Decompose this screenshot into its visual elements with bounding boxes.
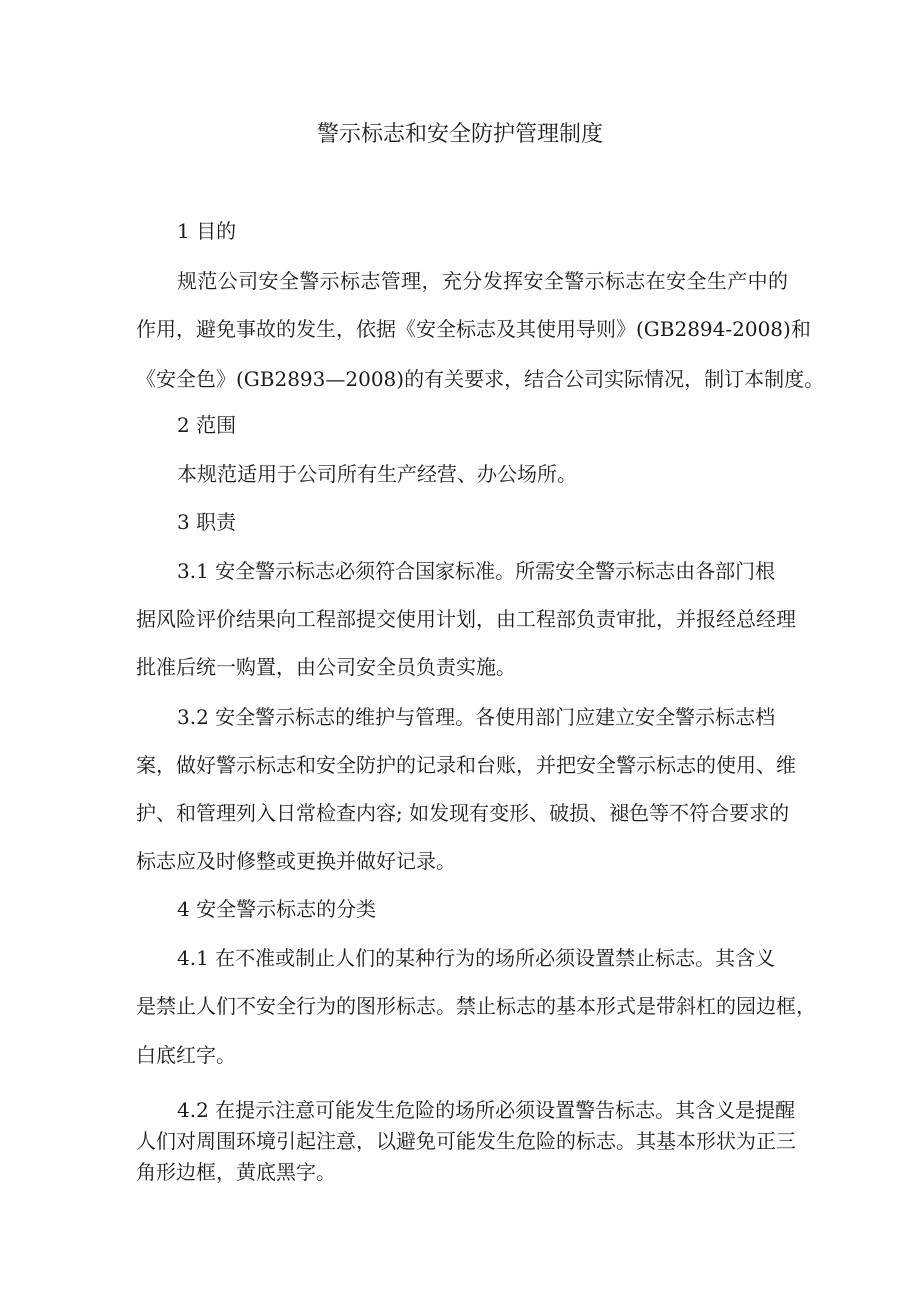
paragraph-line: 《安全色》(GB2893—2008)的有关要求，结合公司实际情况，制订本制度。 <box>136 367 825 391</box>
paragraph-line: 标志应及时修整或更换并做好记录。 <box>136 849 456 873</box>
paragraph-line: 护、和管理列入日常检查内容; 如发现有变形、破损、褪色等不符合要求的 <box>136 801 790 825</box>
paragraph-line: 白底红字。 <box>136 1043 236 1067</box>
section-heading-purpose: 1 目的 <box>177 219 237 243</box>
paragraph-line: 案，做好警示标志和安全防护的记录和台账，并把安全警示标志的使用、维 <box>136 753 796 777</box>
paragraph-line: 4.2 在提示注意可能发生危险的场所必须设置警告标志。其含义是提醒 <box>177 1098 796 1122</box>
paragraph-line: 3.1 安全警示标志必须符合国家标准。所需安全警示标志由各部门根 <box>177 559 776 583</box>
paragraph-line: 是禁止人们不安全行为的图形标志。禁止标志的基本形式是带斜杠的园边框， <box>136 994 816 1018</box>
section-heading-scope: 2 范围 <box>177 413 237 437</box>
paragraph-line: 角形边框，黄底黑字。 <box>136 1160 336 1184</box>
paragraph-line: 批准后统一购置，由公司安全员负责实施。 <box>136 655 516 679</box>
section-heading-responsibilities: 3 职责 <box>177 510 237 534</box>
paragraph-line: 人们对周围环境引起注意，以避免可能发生危险的标志。其基本形状为正三 <box>136 1129 796 1153</box>
paragraph-line: 3.2 安全警示标志的维护与管理。各使用部门应建立安全警示标志档 <box>177 705 776 729</box>
document-title: 警示标志和安全防护管理制度 <box>316 122 603 147</box>
paragraph-line: 据风险评价结果向工程部提交使用计划，由工程部负责审批，并报经总经理 <box>136 607 796 631</box>
paragraph-line: 4.1 在不准或制止人们的某种行为的场所必须设置禁止标志。其含义 <box>177 946 776 970</box>
section-heading-classification: 4 安全警示标志的分类 <box>177 897 377 921</box>
paragraph-line: 规范公司安全警示标志管理，充分发挥安全警示标志在安全生产中的 <box>177 269 788 293</box>
paragraph-line: 本规范适用于公司所有生产经营、办公场所。 <box>177 462 577 486</box>
paragraph-line: 作用，避免事故的发生，依据《安全标志及其使用导则》(GB2894-2008)和 <box>136 317 811 341</box>
